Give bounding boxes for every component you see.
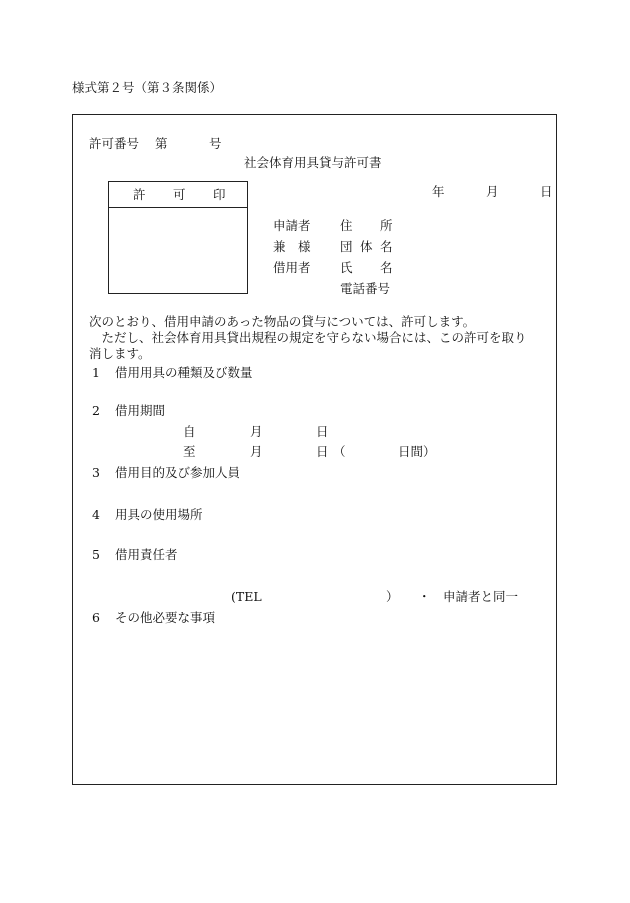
org-char-2: 体 <box>360 239 373 254</box>
document-title: 社会体育用具貸与許可書 <box>244 155 382 170</box>
date-month: 月 <box>486 184 499 199</box>
address-char-1: 住 <box>340 218 353 233</box>
item-4-number: 4 <box>92 507 100 522</box>
tel-close: ） <box>386 589 399 604</box>
phone-label: 電話番号 <box>340 281 391 296</box>
date-day: 日 <box>540 184 553 199</box>
applicant-label-2: 兼 様 <box>273 239 311 254</box>
item-3-text: 借用目的及び参加人員 <box>115 465 241 480</box>
period-from: 自 <box>183 424 196 439</box>
period-from-month: 月 <box>250 424 263 439</box>
period-days: 日間） <box>398 444 436 459</box>
item-5-text: 借用責任者 <box>115 547 178 562</box>
item-1-number: 1 <box>92 365 100 380</box>
period-paren-open: （ <box>333 444 346 459</box>
applicant-label-1: 申請者 <box>273 218 311 233</box>
body-line-2: ただし、社会体育用具貸出規程の規定を守らない場合には、この許可を取り <box>89 330 527 345</box>
item-1-text: 借用用具の種類及び数量 <box>115 365 253 380</box>
permit-number-label: 許可番号 <box>89 136 140 151</box>
body-line-1: 次のとおり、借用申請のあった物品の貸与については、許可します。 <box>89 314 476 329</box>
stamp-char-2: 可 <box>173 187 186 202</box>
period-to-month: 月 <box>250 444 263 459</box>
item-6-text: その他必要な事項 <box>115 610 216 625</box>
applicant-label-3: 借用者 <box>273 260 311 275</box>
address-char-2: 所 <box>380 218 393 233</box>
item-3-number: 3 <box>92 465 100 480</box>
permit-number-dai: 第 <box>155 136 168 151</box>
same-as-applicant: 申請者と同一 <box>443 589 519 604</box>
stamp-header <box>109 182 247 208</box>
item-2-number: 2 <box>92 403 100 418</box>
body-line-3: 消します。 <box>89 346 151 361</box>
date-year: 年 <box>432 184 445 199</box>
name-char-1: 氏 <box>340 260 353 275</box>
permit-stamp-box <box>108 181 248 294</box>
name-char-2: 名 <box>380 260 393 275</box>
form-number: 様式第２号（第３条関係） <box>72 80 223 95</box>
item-2-text: 借用期間 <box>115 403 166 418</box>
period-to: 至 <box>183 444 196 459</box>
tel-open: (TEL <box>231 589 262 604</box>
item-6-number: 6 <box>92 610 100 625</box>
permit-number-go: 号 <box>209 136 222 151</box>
period-to-day: 日 <box>316 444 329 459</box>
bullet-separator: ・ <box>418 589 431 604</box>
stamp-char-3: 印 <box>213 187 226 202</box>
stamp-char-1: 許 <box>133 187 146 202</box>
org-char-3: 名 <box>380 239 393 254</box>
item-4-text: 用具の使用場所 <box>115 507 203 522</box>
period-from-day: 日 <box>316 424 329 439</box>
item-5-number: 5 <box>92 547 100 562</box>
org-char-1: 団 <box>340 239 353 254</box>
